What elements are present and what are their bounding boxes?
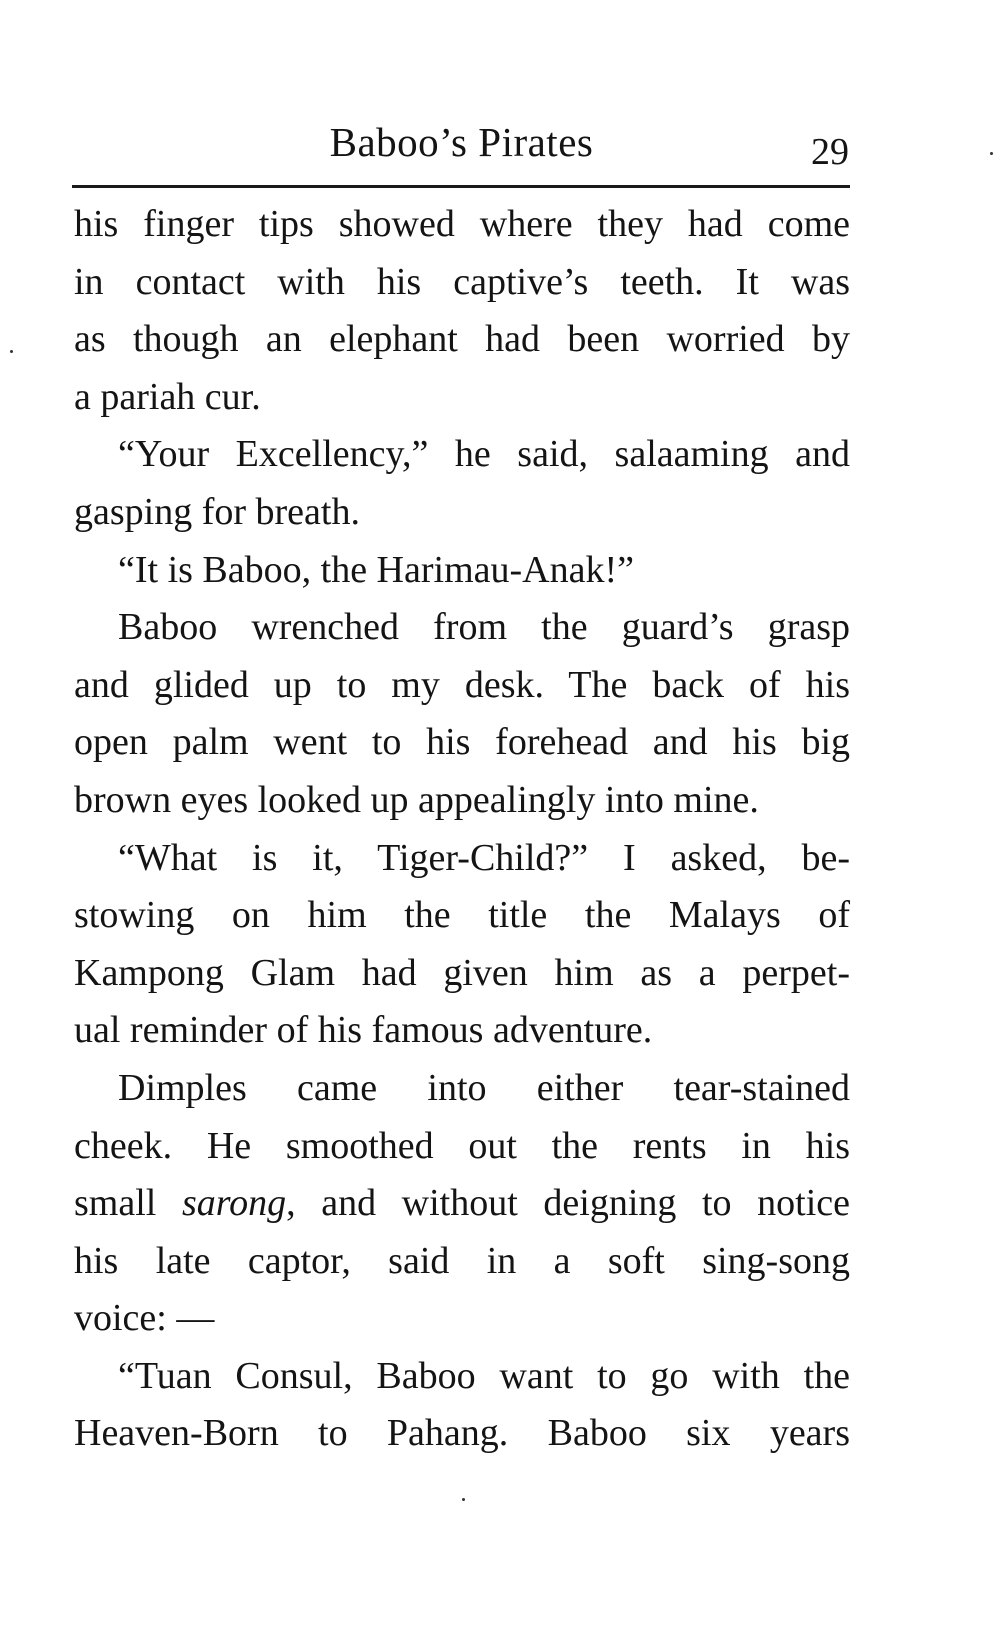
text-line-mixed (74, 1175, 850, 1233)
text-line: ual reminder of his famous adventure. (74, 1009, 653, 1052)
scan-speck (10, 350, 13, 353)
text-line: “Your Excellency,” he said, salaaming and (118, 433, 850, 476)
text-line: as though an elephant had been worried by (74, 318, 850, 361)
running-title: Baboo’s Pirates (329, 119, 594, 165)
text-line: his finger tips showed where they had come (74, 203, 850, 245)
text-line: brown eyes looked up appealingly into mine. (74, 778, 759, 821)
text-line: voice: — (74, 1297, 215, 1340)
text-line: a pariah cur. (74, 375, 261, 418)
text-line: Dimples came into either tear-stained (118, 1066, 850, 1109)
text-fragment: small (74, 1182, 157, 1225)
text-line: Kampong Glam had given him as a perpet- (74, 951, 850, 994)
text-line: “It is Baboo, the Harimau-Anak!” (118, 548, 634, 591)
running-head (74, 112, 849, 172)
text-line: stowing on him the title the Malays of (74, 894, 850, 937)
text-line: gasping for breath. (74, 490, 360, 533)
text-line: “What is it, Tiger-Child?” I asked, be- (118, 836, 850, 879)
text-line: open palm went to his forehead and his big (74, 721, 850, 764)
text-line: “Tuan Consul, Baboo want to go with the (118, 1354, 850, 1397)
scan-speck (990, 152, 993, 155)
page-number: 29 (811, 131, 849, 173)
scan-speck (462, 1498, 465, 1501)
header-rule (72, 185, 850, 188)
text-line: Heaven-Born to Pahang. Baboo six years (74, 1412, 850, 1455)
italic-word: sarong (181, 1182, 287, 1225)
text-line: cheek. He smoothed out the rents in his (74, 1124, 850, 1167)
text-line: and glided up to my desk. The back of his (74, 663, 850, 706)
text-line: his late captor, said in a soft sing-song (74, 1239, 850, 1282)
text-line: Baboo wrenched from the guard’s grasp (118, 606, 850, 649)
text-fragment: , and without deigning to notice (286, 1182, 850, 1225)
text-line: in contact with his captive’s teeth. It was (74, 260, 850, 303)
body-text (74, 196, 850, 1463)
